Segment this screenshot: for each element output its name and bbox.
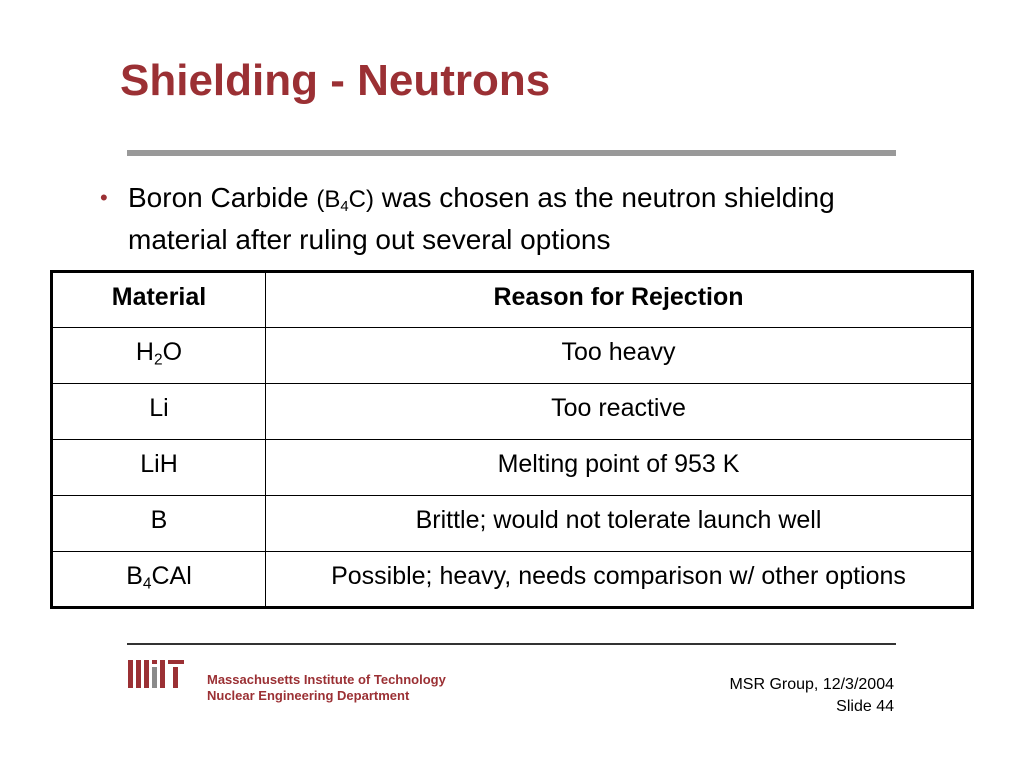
bullet-dot-icon: •	[100, 185, 108, 210]
table-row	[52, 552, 973, 608]
reason-cell: Too heavy	[266, 328, 973, 384]
material-cell: $B_4CAl$	[52, 552, 266, 608]
mit-logo-icon	[128, 660, 184, 688]
formula-b4c: $(B_4C)$	[316, 186, 374, 216]
bullet-text-before: Boron Carbide	[128, 182, 317, 213]
footer-divider	[127, 643, 896, 645]
institution-name	[207, 672, 446, 704]
group-date: MSR Group, 12/3/2004	[729, 676, 894, 693]
bullet-text	[128, 178, 888, 260]
title-divider	[127, 150, 896, 156]
header-reason: Reason for Rejection	[266, 272, 973, 328]
reason-cell: Melting point of 953 K	[266, 440, 973, 496]
institution-line-2: Nuclear Engineering Department	[207, 688, 410, 703]
rejection-table	[50, 270, 974, 609]
table-row	[52, 440, 973, 496]
slide-number: Slide 44	[836, 698, 894, 715]
bullet-text-after: was chosen as the neutron shielding material after ruling out several options	[128, 182, 835, 255]
reason-cell: Brittle; would not tolerate launch well	[266, 496, 973, 552]
table-row	[52, 328, 973, 384]
reason-cell: Too reactive	[266, 384, 973, 440]
material-cell: Li	[52, 384, 266, 440]
reason-cell: Possible; heavy, needs comparison w/ other options	[266, 552, 973, 608]
institution-line-1: Massachusetts Institute of Technology	[207, 672, 446, 687]
material-cell: LiH	[52, 440, 266, 496]
table-row	[52, 384, 973, 440]
table-header-row	[52, 272, 973, 328]
slide-title: Shielding - Neutrons	[120, 56, 551, 105]
footer-info	[729, 674, 894, 718]
table-row	[52, 496, 973, 552]
material-cell: $H_2O$	[52, 328, 266, 384]
material-cell: B	[52, 496, 266, 552]
header-material: Material	[52, 272, 266, 328]
